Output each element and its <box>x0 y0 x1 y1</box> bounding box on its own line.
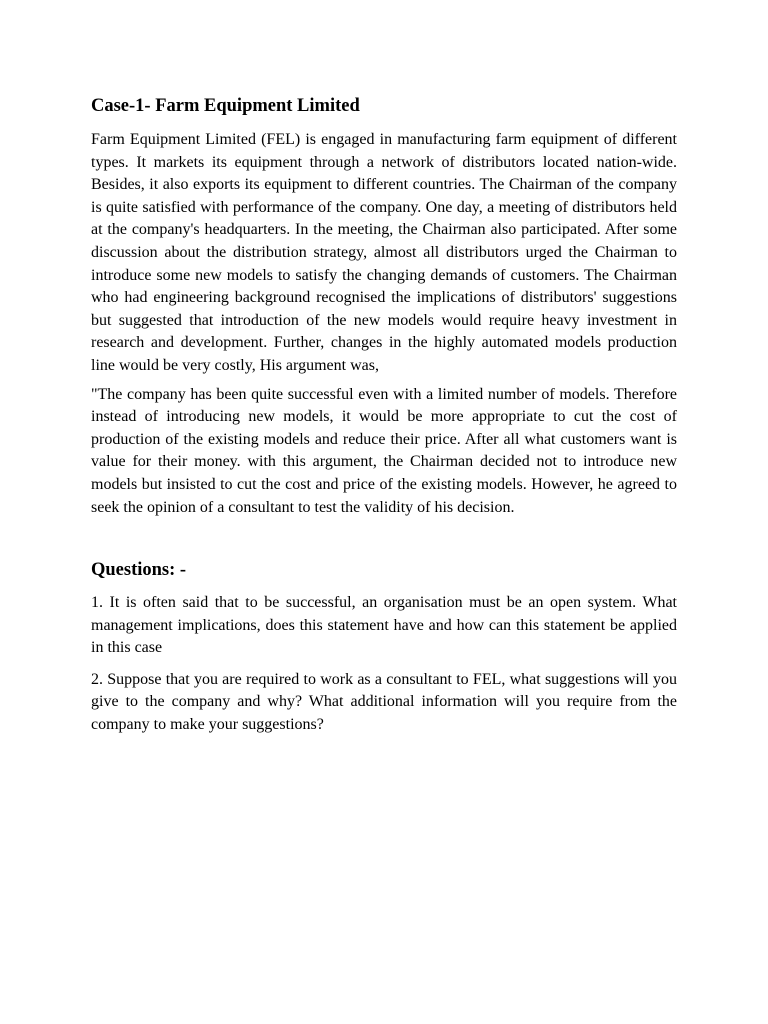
document-page <box>91 94 677 737</box>
question-2: 2. Suppose that you are required to work as a consultant to FEL, what suggestions will you give to the company and why? What additional information will you require from the company to make your suggestions? <box>91 670 677 734</box>
case-paragraph-1: Farm Equipment Limited (FEL) is engaged in manufacturing farm equipment of different types. It markets its equipment through a network of distributors located nation-wide. Besides, it also exports its equipment to different countries. The Chairman of the company is quite satisfied with performance of the company. One day, a meeting of distributors held at the company's headquarters. In the meeting, the Chairman also participated. After some discussion about the distribution strategy, almost all distributors urged the Chairman to introduce some new models to satisfy the changing demands of customers. The Chairman who had engineering background recognised the implications of distributors' suggestions but suggested that introduction of the new models would require heavy investment in research and development. Further, changes in the highly automated models production line would be very costly, His argument was, <box>91 131 677 374</box>
document-title: Case-1- Farm Equipment Limited <box>91 96 360 116</box>
case-paragraph-2: "The company has been quite successful even with a limited number of models. Therefore instead of introducing new models, it would be more appropriate to cut the cost of production of the existing models and reduce their price. After all what customers want is value for their money. with this argument, the Chairman decided not to introduce new models but insisted to cut the cost and price of the existing models. However, he agreed to seek the opinion of a consultant to test the validity of his decision. <box>91 385 677 516</box>
questions-heading: Questions: - <box>91 560 187 581</box>
question-1: 1. It is often said that to be successful, an organisation must be an open system. What management implications, does this statement have and how can this statement be applied in this case <box>91 594 677 657</box>
